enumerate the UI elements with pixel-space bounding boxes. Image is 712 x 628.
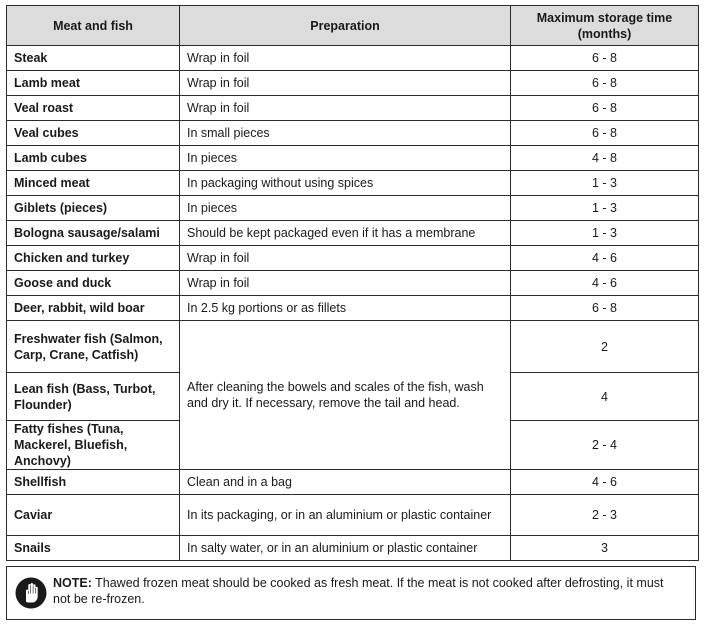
item-storage-time: 6 - 8 <box>511 296 699 321</box>
item-name: Freshwater fish (Salmon, Carp, Crane, Catfish) <box>7 321 180 373</box>
item-preparation: In small pieces <box>180 121 511 146</box>
item-preparation: Wrap in foil <box>180 271 511 296</box>
table-row <box>7 96 699 121</box>
item-name: Chicken and turkey <box>7 246 180 271</box>
item-preparation: Wrap in foil <box>180 96 511 121</box>
item-name: Shellfish <box>7 470 180 495</box>
item-storage-time: 6 - 8 <box>511 46 699 71</box>
table-row <box>7 121 699 146</box>
item-storage-time: 6 - 8 <box>511 96 699 121</box>
fish-preparation: After cleaning the bowels and scales of the fish, wash and dry it. If necessary, remove the tail and head. <box>180 321 511 470</box>
item-storage-time: 1 - 3 <box>511 221 699 246</box>
item-storage-time: 4 - 8 <box>511 146 699 171</box>
item-storage-time: 6 - 8 <box>511 71 699 96</box>
table-row <box>7 71 699 96</box>
item-name: Veal roast <box>7 96 180 121</box>
table-row <box>7 495 699 536</box>
item-name: Giblets (pieces) <box>7 196 180 221</box>
table-row <box>7 196 699 221</box>
item-name: Veal cubes <box>7 121 180 146</box>
table-header-row <box>7 6 699 46</box>
header-meat-fish: Meat and fish <box>7 6 180 46</box>
item-preparation: Wrap in foil <box>180 46 511 71</box>
item-name: Fatty fishes (Tuna, Mackerel, Bluefish, Anchovy) <box>7 421 180 470</box>
stop-hand-icon <box>15 577 47 609</box>
item-storage-time: 2 - 4 <box>511 421 699 470</box>
item-preparation: In packaging without using spices <box>180 171 511 196</box>
item-name: Caviar <box>7 495 180 536</box>
table-row <box>7 171 699 196</box>
item-preparation: In pieces <box>180 146 511 171</box>
item-storage-time: 1 - 3 <box>511 196 699 221</box>
item-preparation: Wrap in foil <box>180 246 511 271</box>
note-box <box>6 566 696 620</box>
item-name: Lamb cubes <box>7 146 180 171</box>
item-preparation: In 2.5 kg portions or as fillets <box>180 296 511 321</box>
note-text <box>53 575 683 607</box>
item-name: Lamb meat <box>7 71 180 96</box>
item-name: Minced meat <box>7 171 180 196</box>
table-row <box>7 221 699 246</box>
table-row <box>7 146 699 171</box>
item-storage-time: 4 - 6 <box>511 271 699 296</box>
note-label: NOTE: <box>53 576 92 590</box>
item-storage-time: 3 <box>511 536 699 561</box>
item-preparation: In salty water, or in an aluminium or plastic container <box>180 536 511 561</box>
item-preparation: Clean and in a bag <box>180 470 511 495</box>
item-name: Bologna sausage/salami <box>7 221 180 246</box>
item-name: Deer, rabbit, wild boar <box>7 296 180 321</box>
storage-table <box>6 5 699 561</box>
table-row <box>7 271 699 296</box>
item-name: Steak <box>7 46 180 71</box>
item-preparation: In its packaging, or in an aluminium or plastic container <box>180 495 511 536</box>
item-name: Lean fish (Bass, Turbot, Flounder) <box>7 373 180 421</box>
item-storage-time: 4 <box>511 373 699 421</box>
table-row <box>7 296 699 321</box>
table-row <box>7 46 699 71</box>
item-storage-time: 4 - 6 <box>511 470 699 495</box>
table-row <box>7 536 699 561</box>
table-row <box>7 470 699 495</box>
table-row <box>7 246 699 271</box>
table-row <box>7 321 699 373</box>
item-storage-time: 6 - 8 <box>511 121 699 146</box>
note-body: Thawed frozen meat should be cooked as fresh meat. If the meat is not cooked after defrosting, it must not be re-frozen. <box>53 576 664 606</box>
item-preparation: In pieces <box>180 196 511 221</box>
item-name: Snails <box>7 536 180 561</box>
item-storage-time: 4 - 6 <box>511 246 699 271</box>
item-preparation: Should be kept packaged even if it has a membrane <box>180 221 511 246</box>
header-preparation: Preparation <box>180 6 511 46</box>
header-storage-time: Maximum storage time (months) <box>511 6 699 46</box>
item-name: Goose and duck <box>7 271 180 296</box>
item-storage-time: 2 - 3 <box>511 495 699 536</box>
item-storage-time: 1 - 3 <box>511 171 699 196</box>
item-storage-time: 2 <box>511 321 699 373</box>
item-preparation: Wrap in foil <box>180 71 511 96</box>
